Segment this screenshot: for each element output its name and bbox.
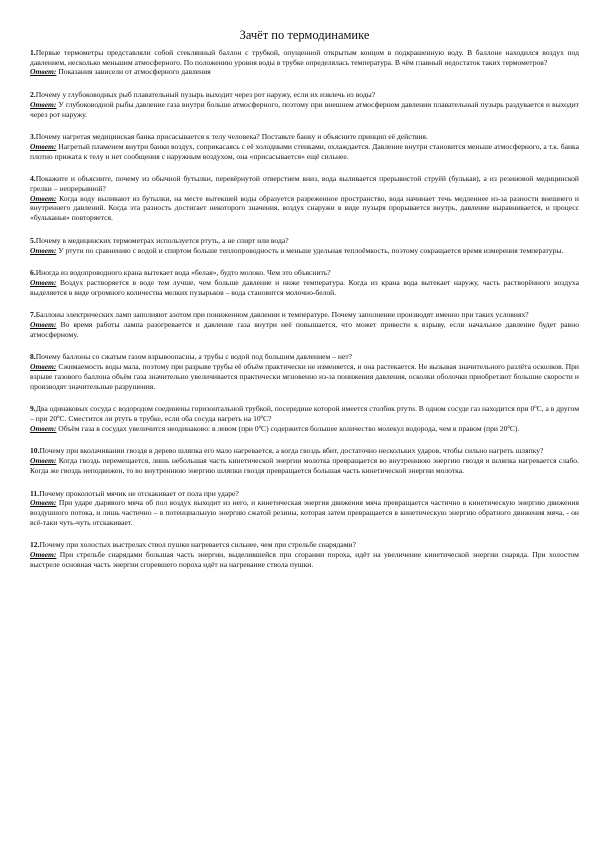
answer-text — [30, 246, 579, 256]
answer-text — [30, 498, 579, 527]
answer-body: Воздух растворяется в воде тем лучше, чем больше давление и ниже температура. Когда из крана вода вытекает наружу, часть растворённого воздуха выделяется в виде огромного количества мелких пузырьков – вода становится молочно-белой. — [30, 277, 579, 297]
question-block — [30, 404, 579, 433]
answer-body: У ртути по сравнению с водой и спиртом больше теплопроводность и меньше удельная теплоёмкость, поэтому сокращается время измерения температуры. — [56, 245, 564, 255]
question-number: 8. — [30, 352, 36, 362]
question-body: Почему проколотый мячик не отскакивает от пола при ударе? — [39, 488, 239, 498]
question-block — [30, 268, 579, 297]
answer-body: Сжимаемость воды мала, поэтому при разрыве трубы её объём практически не изменяется, и она растекается. Не вызывая значительного разлёта осколков. При взрыве газового баллона объём газа значительно увеличивается практически мгновенно из-за понижения давления, осколки оболочки приобретают большие скорости и производят значительные разрушения. — [30, 362, 579, 391]
question-text — [30, 352, 579, 362]
question-text — [30, 236, 579, 246]
answer-body: У глубоководной рыбы давление газа внутри больше атмосферного, поэтому при внешнем атмосферном давлении плавательный пузырь раздувается и выходит через рот наружу. — [30, 99, 579, 119]
question-block — [30, 132, 579, 161]
question-text — [30, 90, 579, 100]
question-body: Почему нагретая медицинская банка присасывается к телу человека? Поставьте банку и объясните принцип её действия. — [35, 132, 428, 142]
question-body: Два одинаковых сосуда с водородом соединены горизонтальной трубкой, посередине которой имеется столбик ртути. В одном сосуде газ находится при 0ºС, а в другом – при 20ºС. Сместится ли ртуть в трубке, если оба сосуда нагреть на 10ºС? — [30, 404, 579, 423]
answer-label: Ответ: — [30, 362, 57, 372]
question-body: Почему баллоны со сжатым газом взрывоопасны, а трубы с водой под большим давлением – нет? — [35, 352, 353, 362]
question-block — [30, 48, 579, 77]
answer-label: Ответ: — [30, 99, 57, 109]
question-block — [30, 540, 579, 569]
answer-body: При ударе дырявого мяча об пол воздух выходит из него, и кинетическая энергия движения мяча превращается частично в кинетическую энергию движения воздушного потока, и лишь частично – в потенциальную энергию сжатой резины, которая затем превращается в кинетическую энергию обратного движения мяча, - он всё-таки чуть-чуть отскакивает. — [30, 498, 579, 527]
question-number: 12. — [30, 540, 40, 550]
question-block — [30, 236, 579, 255]
answer-label: Ответ: — [30, 320, 57, 330]
question-number: 9. — [30, 404, 36, 414]
question-text — [30, 404, 579, 423]
question-block — [30, 310, 579, 339]
answer-label: Ответ: — [30, 423, 57, 433]
question-number: 11. — [30, 488, 40, 498]
answer-body: Нагретый пламенем внутри банки воздух, соприкасаясь с её холодными стенками, охлаждается. Давление внутри становится меньше атмосферного, а т.к. банка плотно прижата к телу и нет сообщения с наружным воздухом, она «присасывается» ещё сильнее. — [30, 141, 579, 161]
question-block — [30, 174, 579, 223]
answer-text — [30, 194, 579, 223]
question-body: Почему у глубоководных рыб плавательный пузырь выходит через рот наружу, если их извлечь из воды? — [35, 90, 376, 100]
question-text — [30, 174, 579, 193]
answer-text — [30, 550, 579, 569]
answer-label: Ответ: — [30, 67, 57, 77]
question-body: Почему при вколачивании гвоздя в дерево шляпка его мало нагревается, а когда гвоздь вбит, достаточно нескольких ударов, чтобы сильно нагреть шляпку? — [39, 446, 544, 456]
answer-body: Показания зависели от атмосферного давления — [56, 67, 211, 77]
question-text — [30, 489, 579, 499]
answer-text — [30, 142, 579, 161]
question-number: 3. — [30, 132, 36, 142]
answer-label: Ответ: — [30, 550, 57, 560]
question-number: 10. — [30, 446, 40, 456]
question-number: 5. — [30, 235, 36, 245]
question-body: Почему при холостых выстрелах ствол пушки нагревается сильнее, чем при стрельбе снарядами? — [39, 540, 356, 550]
question-body: Иногда из водопроводного крана вытекает вода «белая», будто молоко. Чем это объяснить? — [35, 268, 331, 278]
question-block — [30, 446, 579, 475]
answer-text — [30, 320, 579, 339]
question-text — [30, 310, 579, 320]
answer-label: Ответ: — [30, 456, 57, 466]
question-text — [30, 48, 579, 67]
answer-label: Ответ: — [30, 498, 57, 508]
question-text — [30, 446, 579, 456]
answer-text — [30, 456, 579, 475]
question-text — [30, 132, 579, 142]
answer-text — [30, 362, 579, 391]
answer-text — [30, 278, 579, 297]
answer-text — [30, 424, 579, 434]
question-body: Почему в медицинских термометрах используется ртуть, а не спирт или вода? — [35, 235, 289, 245]
question-number: 6. — [30, 268, 36, 278]
question-block — [30, 352, 579, 391]
question-number: 1. — [30, 48, 36, 57]
document-title: Зачёт по термодинамике — [239, 28, 370, 42]
question-number: 2. — [30, 90, 36, 100]
question-number: 4. — [30, 174, 36, 184]
question-block — [30, 90, 579, 119]
answer-body: Во время работы лампа разогревается и давление газа внутри неё повышается, что может привести к взрыву, если начальное давление будет равно атмосферному. — [30, 320, 579, 339]
answer-label: Ответ: — [30, 277, 57, 287]
qa-list — [30, 48, 579, 569]
question-text — [30, 540, 579, 550]
answer-body: Объём газа в сосудах увеличится неодинаково: в левом (при 0ºС) содержится большее количество молекул водорода, чем в правом (при 20ºС). — [56, 423, 520, 433]
answer-body: При стрельбе снарядами большая часть энергии, выделившейся при сгорании пороха, идёт на увеличение кинетической энергии снаряда. При холостом выстреле основная часть энергии сгоревшего пороха идёт на нагревание ствола пушки. — [30, 550, 579, 569]
answer-label: Ответ: — [30, 141, 57, 151]
question-block — [30, 489, 579, 528]
answer-text — [30, 67, 579, 77]
question-body: Покажите и объясните, почему из обычной бутылки, перевёрнутой отверстием вниз, вода выливается прерывистой струёй (булькая), а из резиновой медицинской грелки – непрерывной? — [30, 174, 579, 194]
answer-text — [30, 100, 579, 119]
question-text — [30, 268, 579, 278]
answer-body: Когда гвоздь перемещается, лишь небольшая часть кинетической энергии молотка превращается во внутреннюю энергию гвоздя и шляпка нагревается слабо. Когда же гвоздь неподвижен, то во внутреннюю энергию шляпки гвоздя превращается большая часть кинетической энергии молотка. — [30, 456, 579, 475]
answer-body: Когда воду выливают из бутылки, на месте вытекшей воды образуется разреженное пространство, вода начинает течь медленнее из-за разности внешнего и внутреннего давлений. Когда эта разность достигает некоторого значения, воздух снаружи в виде пузыря прорывается внутрь, давление выравнивается, и процесс «бульканья» повторяется. — [30, 193, 579, 223]
answer-label: Ответ: — [30, 245, 57, 255]
question-body: Первые термометры представляли собой стеклянный баллон с трубкой, опущенной открытым концом в подкрашенную воду. В баллоне находился воздух под давлением, несколько меньшим атмосферного. По положению уровня воды в трубке определялась температура. В чём главный недостаток таких термометров? — [30, 48, 579, 67]
question-number: 7. — [30, 310, 36, 320]
question-body: Баллоны электрических ламп заполняют азотом при пониженном давлении и температуре. Почему заполнение производят именно при таких условиях? — [35, 310, 529, 320]
answer-label: Ответ: — [30, 193, 57, 203]
